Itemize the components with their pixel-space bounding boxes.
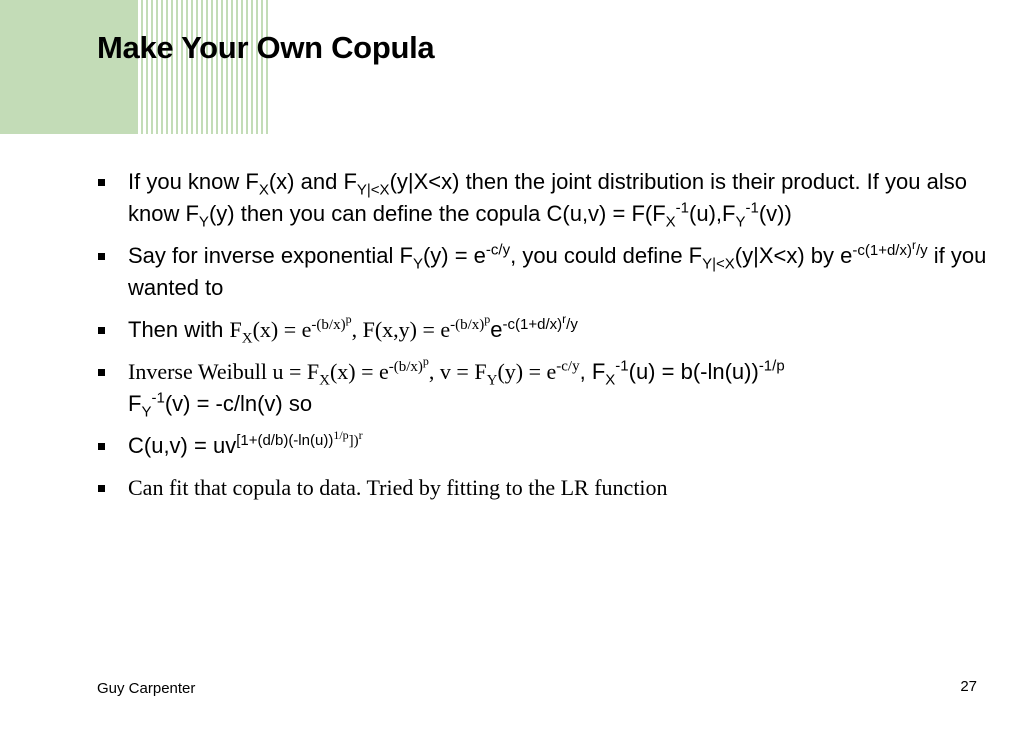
superscript <box>236 427 363 449</box>
superscript: 1/p <box>333 427 349 442</box>
bullet-item <box>98 472 988 504</box>
formula <box>229 311 491 347</box>
superscript: r <box>562 311 567 326</box>
formula-text: (y) = e <box>497 359 557 384</box>
superscript: -1/p <box>758 357 785 375</box>
page-number: 27 <box>960 678 977 695</box>
superscript-text: /y <box>915 241 928 259</box>
bullet-marker-icon <box>98 369 105 376</box>
superscript: p <box>484 311 491 326</box>
bullet-list <box>98 166 988 514</box>
bullet-text: (u),F <box>689 201 736 226</box>
bullet-text: (v)) <box>758 201 792 226</box>
bullet-marker-icon <box>98 443 105 450</box>
bullet-item <box>98 353 988 421</box>
superscript <box>311 311 352 333</box>
superscript: -1 <box>675 199 690 217</box>
bullet-text: Then with <box>128 317 230 342</box>
subscript: Y <box>412 255 423 273</box>
bullet-marker-icon <box>98 253 105 260</box>
bullet-marker-icon <box>98 327 105 334</box>
formula-text: Inverse Weibull u = F <box>128 359 320 384</box>
bullet-text: C(u,v) = uv <box>128 433 237 458</box>
superscript: -1 <box>151 389 165 407</box>
bullet-text: , you could define F <box>510 243 703 268</box>
decorative-green-block <box>0 0 136 134</box>
superscript-text: -c(1+d/x) <box>852 241 912 259</box>
superscript-text: -(b/x) <box>388 358 423 375</box>
footer-company: Guy Carpenter <box>97 680 196 697</box>
subscript: X <box>241 330 253 347</box>
subscript: X <box>665 213 676 231</box>
superscript-text: [1+(d/b)(-ln(u)) <box>236 431 334 449</box>
formula-text: , v = <box>428 359 475 384</box>
subscript: Y|<X <box>702 255 735 273</box>
superscript: r <box>358 427 363 442</box>
subscript: X <box>605 371 616 389</box>
subscript: Y <box>198 213 209 231</box>
bullet-text: (y|X<x) by e <box>734 243 853 268</box>
superscript-text: -(b/x) <box>311 316 346 333</box>
subscript: X <box>319 372 330 389</box>
subscript: Y <box>735 213 746 231</box>
formula-text: (x) = e <box>329 359 389 384</box>
superscript-text: /y <box>566 315 578 333</box>
superscript: r <box>911 237 916 252</box>
formula <box>128 353 580 389</box>
bullet-text: Say for inverse exponential F <box>128 243 413 268</box>
superscript: -1 <box>745 199 759 217</box>
bullet-text: (u) = b(-ln(u)) <box>628 359 759 384</box>
bullet-text: (y) = e <box>422 243 486 268</box>
bullet-item <box>98 427 988 462</box>
superscript <box>450 311 491 333</box>
formula-text: , F(x,y) = e <box>351 317 451 342</box>
superscript <box>502 311 578 333</box>
bullet-text: Can fit that copula to data. Tried by fitting to the LR function <box>128 475 668 500</box>
slide-title: Make Your Own Copula <box>97 30 435 65</box>
superscript-text: ]) <box>348 432 359 449</box>
superscript: -c/y <box>556 358 580 375</box>
superscript <box>852 237 928 259</box>
bullet-marker-icon <box>98 179 105 186</box>
bullet-text: (y|X<x) then the joint distribution is their product. If you also know F <box>128 169 967 226</box>
bullet-text: F <box>128 391 142 416</box>
bullet-item <box>98 311 988 347</box>
superscript-text: -(b/x) <box>450 316 485 333</box>
decorative-stripes <box>136 0 269 134</box>
bullet-item <box>98 237 988 304</box>
subscript: Y <box>486 372 498 389</box>
superscript: p <box>345 311 352 326</box>
subscript: Y <box>141 403 152 421</box>
superscript: p <box>422 353 429 368</box>
formula-text: (x) = e <box>252 317 312 342</box>
subscript: Y|<X <box>356 181 390 199</box>
superscript-text: -c(1+d/x) <box>502 315 563 333</box>
subscript: X <box>258 181 269 199</box>
bullet-text: (v) = -c/ln(v) so <box>164 391 313 416</box>
bullet-item <box>98 166 988 230</box>
bullet-marker-icon <box>98 485 105 492</box>
bullet-text: e <box>490 317 503 342</box>
superscript: -c/y <box>485 241 511 259</box>
bullet-text: (y) then you can define the copula C(u,v) = F(F <box>208 201 666 226</box>
bullet-text: If you know F <box>128 169 259 194</box>
bullet-text: (x) and F <box>268 169 357 194</box>
bullet-text: if you wanted to <box>128 243 987 300</box>
bullet-text: , F <box>579 359 606 384</box>
superscript: -1 <box>615 357 629 375</box>
formula-text: F <box>474 359 487 384</box>
formula-text: F <box>229 317 242 342</box>
superscript <box>388 353 429 375</box>
